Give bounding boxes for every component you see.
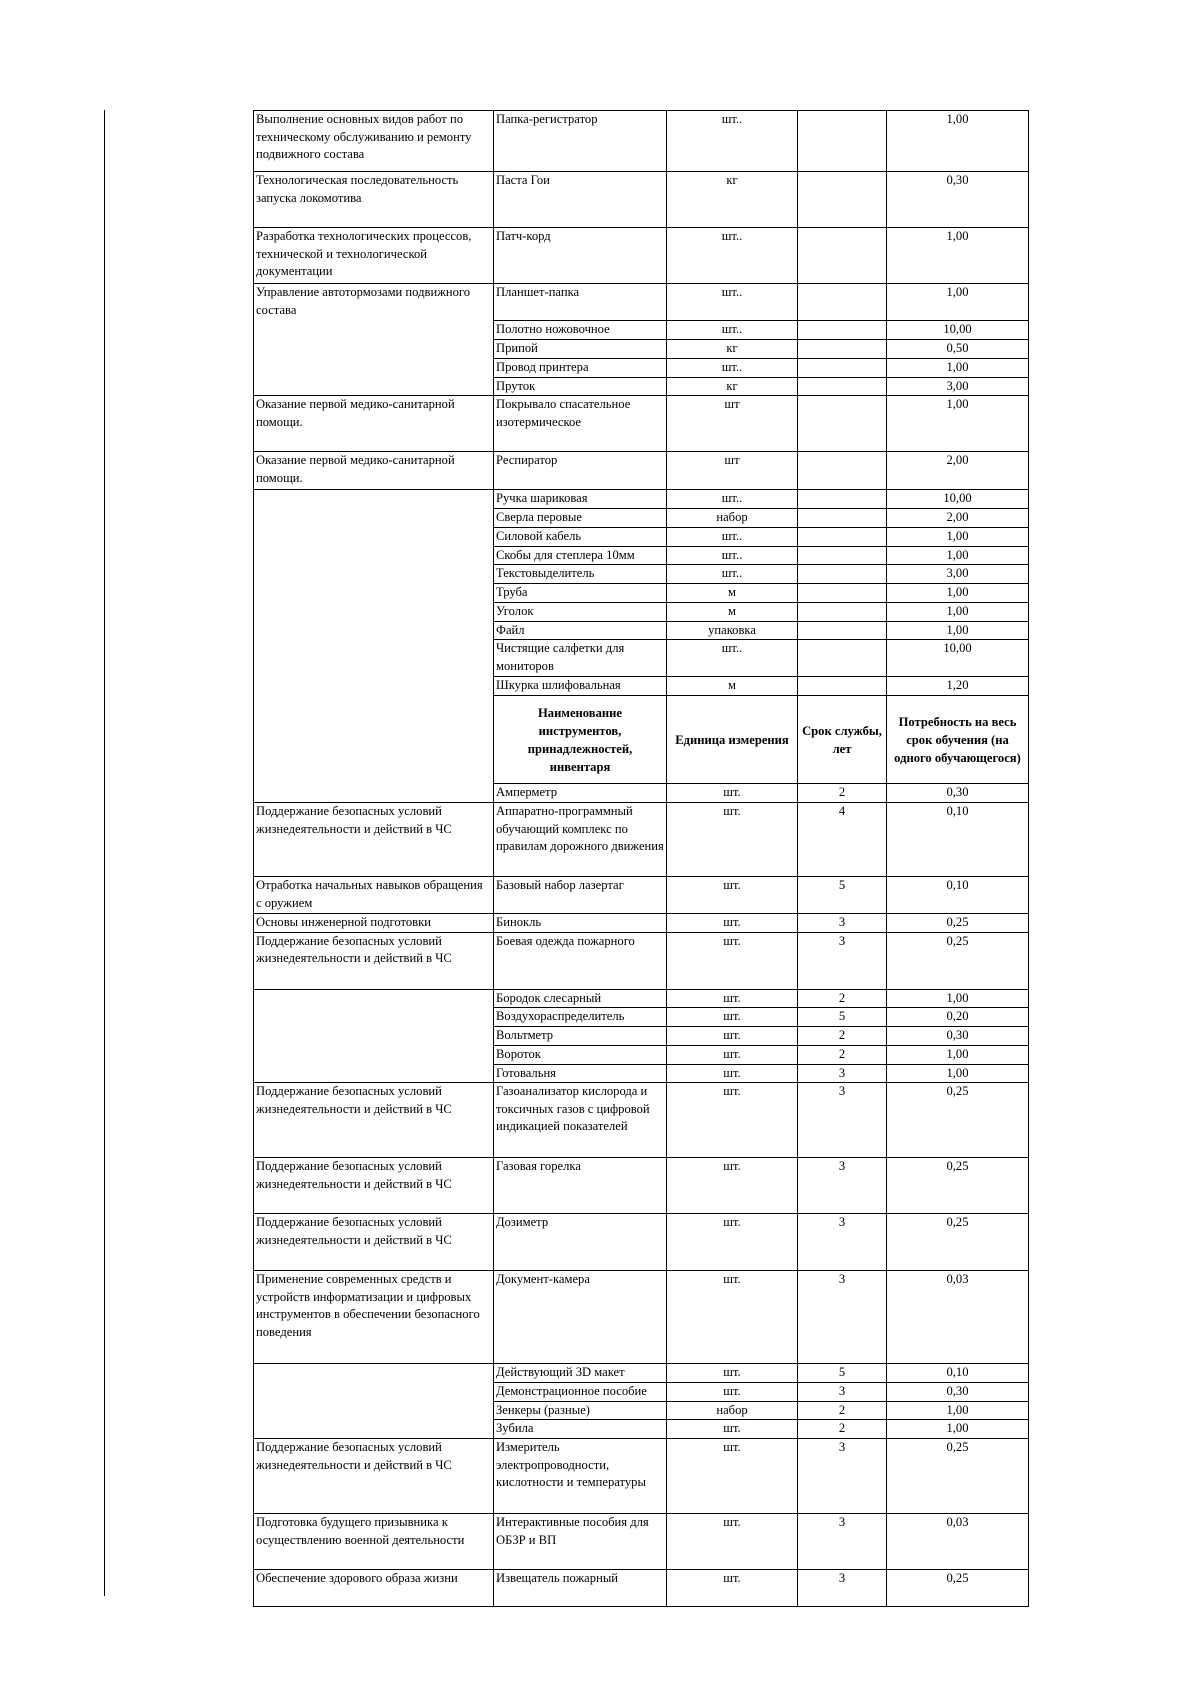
unit-cell: м bbox=[667, 584, 798, 603]
unit-cell: Единица измерения bbox=[667, 696, 798, 784]
topic-cell: Поддержание безопасных условий жизнедеятельности и действий в ЧС bbox=[254, 1214, 494, 1271]
service-life-cell bbox=[798, 546, 887, 565]
topic-cell: Управление автотормозами подвижного состава bbox=[254, 284, 494, 396]
quantity-cell: 1,20 bbox=[887, 677, 1029, 696]
unit-cell: шт. bbox=[667, 914, 798, 933]
item-name-cell: Вольтметр bbox=[494, 1027, 667, 1046]
unit-cell: шт bbox=[667, 396, 798, 452]
quantity-cell: 1,00 bbox=[887, 1045, 1029, 1064]
quantity-cell: Потребность на весь срок обучения (на одного обучающегося) bbox=[887, 696, 1029, 784]
unit-cell: шт.. bbox=[667, 565, 798, 584]
item-name-cell: Интерактивные пособия для ОБЗР и ВП bbox=[494, 1514, 667, 1570]
item-name-cell: Боевая одежда пожарного bbox=[494, 932, 667, 989]
unit-cell: кг bbox=[667, 172, 798, 228]
unit-cell: шт.. bbox=[667, 490, 798, 509]
quantity-cell: 1,00 bbox=[887, 584, 1029, 603]
unit-cell: шт. bbox=[667, 1158, 798, 1214]
item-name-cell: Документ-камера bbox=[494, 1271, 667, 1364]
quantity-cell: 0,10 bbox=[887, 803, 1029, 877]
unit-cell: шт. bbox=[667, 1271, 798, 1364]
topic-cell: Основы инженерной подготовки bbox=[254, 914, 494, 933]
item-name-cell: Припой bbox=[494, 340, 667, 359]
unit-cell: м bbox=[667, 602, 798, 621]
topic-cell: Оказание первой медико-санитарной помощи. bbox=[254, 452, 494, 490]
unit-cell: шт. bbox=[667, 1083, 798, 1158]
service-life-cell: 3 bbox=[798, 1083, 887, 1158]
item-name-cell: Папка-регистратор bbox=[494, 111, 667, 172]
table-row bbox=[254, 172, 1029, 228]
topic-cell: Поддержание безопасных условий жизнедеятельности и действий в ЧС bbox=[254, 1158, 494, 1214]
service-life-cell: 2 bbox=[798, 784, 887, 803]
service-life-cell bbox=[798, 509, 887, 528]
item-name-cell: Зубила bbox=[494, 1420, 667, 1439]
quantity-cell: 1,00 bbox=[887, 284, 1029, 321]
service-life-cell: 2 bbox=[798, 1401, 887, 1420]
service-life-cell bbox=[798, 172, 887, 228]
table-row bbox=[254, 1214, 1029, 1271]
topic-cell: Отработка начальных навыков обращения с оружием bbox=[254, 877, 494, 914]
service-life-cell bbox=[798, 452, 887, 490]
item-name-cell: Текстовыделитель bbox=[494, 565, 667, 584]
table-row bbox=[254, 1364, 1029, 1383]
quantity-cell: 0,30 bbox=[887, 1027, 1029, 1046]
item-name-cell: Пруток bbox=[494, 377, 667, 396]
equipment-table bbox=[253, 110, 1029, 1607]
service-life-cell: 3 bbox=[798, 914, 887, 933]
service-life-cell bbox=[798, 321, 887, 340]
unit-cell: шт. bbox=[667, 932, 798, 989]
table-row bbox=[254, 1514, 1029, 1570]
unit-cell: шт. bbox=[667, 1008, 798, 1027]
topic-cell: Поддержание безопасных условий жизнедеятельности и действий в ЧС bbox=[254, 803, 494, 877]
item-name-cell: Ручка шариковая bbox=[494, 490, 667, 509]
item-name-cell: Аппаратно-программный обучающий комплекс по правилам дорожного движения bbox=[494, 803, 667, 877]
quantity-cell: 0,25 bbox=[887, 1083, 1029, 1158]
table-row bbox=[254, 284, 1029, 321]
topic-cell: Технологическая последовательность запуска локомотива bbox=[254, 172, 494, 228]
item-name-cell: Скобы для степлера 10мм bbox=[494, 546, 667, 565]
unit-cell: шт.. bbox=[667, 358, 798, 377]
item-name-cell: Бинокль bbox=[494, 914, 667, 933]
item-name-cell: Действующий 3D макет bbox=[494, 1364, 667, 1383]
unit-cell: шт.. bbox=[667, 527, 798, 546]
service-life-cell: 3 bbox=[798, 1439, 887, 1514]
unit-cell: шт. bbox=[667, 1514, 798, 1570]
quantity-cell: 1,00 bbox=[887, 989, 1029, 1008]
item-name-cell: Воздухораспределитель bbox=[494, 1008, 667, 1027]
unit-cell: кг bbox=[667, 377, 798, 396]
topic-cell bbox=[254, 490, 494, 803]
equipment-table-body bbox=[254, 111, 1029, 1607]
topic-cell: Оказание первой медико-санитарной помощи. bbox=[254, 396, 494, 452]
service-life-cell: 3 bbox=[798, 1271, 887, 1364]
item-name-cell: Планшет-папка bbox=[494, 284, 667, 321]
item-name-cell: Патч-корд bbox=[494, 228, 667, 284]
service-life-cell bbox=[798, 640, 887, 677]
item-name-cell: Газоанализатор кислорода и токсичных газов с цифровой индикацией показателей bbox=[494, 1083, 667, 1158]
quantity-cell: 1,00 bbox=[887, 1064, 1029, 1083]
service-life-cell: 2 bbox=[798, 1420, 887, 1439]
topic-cell: Обеспечение здорового образа жизни bbox=[254, 1570, 494, 1607]
unit-cell: упаковка bbox=[667, 621, 798, 640]
service-life-cell: 2 bbox=[798, 1027, 887, 1046]
unit-cell: шт. bbox=[667, 877, 798, 914]
quantity-cell: 10,00 bbox=[887, 490, 1029, 509]
topic-cell: Подготовка будущего призывника к осуществлению военной деятельности bbox=[254, 1514, 494, 1570]
service-life-cell bbox=[798, 284, 887, 321]
service-life-cell bbox=[798, 377, 887, 396]
service-life-cell: 2 bbox=[798, 989, 887, 1008]
quantity-cell: 0,03 bbox=[887, 1514, 1029, 1570]
service-life-cell: 3 bbox=[798, 1064, 887, 1083]
unit-cell: шт. bbox=[667, 1439, 798, 1514]
service-life-cell bbox=[798, 111, 887, 172]
quantity-cell: 0,50 bbox=[887, 340, 1029, 359]
quantity-cell: 1,00 bbox=[887, 228, 1029, 284]
quantity-cell: 0,25 bbox=[887, 1570, 1029, 1607]
table-row bbox=[254, 228, 1029, 284]
topic-cell: Поддержание безопасных условий жизнедеятельности и действий в ЧС bbox=[254, 932, 494, 989]
quantity-cell: 0,03 bbox=[887, 1271, 1029, 1364]
quantity-cell: 1,00 bbox=[887, 602, 1029, 621]
quantity-cell: 0,25 bbox=[887, 914, 1029, 933]
unit-cell: шт. bbox=[667, 1364, 798, 1383]
unit-cell: шт bbox=[667, 452, 798, 490]
unit-cell: шт.. bbox=[667, 321, 798, 340]
service-life-cell: 5 bbox=[798, 1364, 887, 1383]
service-life-cell bbox=[798, 490, 887, 509]
unit-cell: шт. bbox=[667, 989, 798, 1008]
item-name-cell: Паста Гои bbox=[494, 172, 667, 228]
unit-cell: шт.. bbox=[667, 546, 798, 565]
unit-cell: кг bbox=[667, 340, 798, 359]
topic-cell: Применение современных средств и устройств информатизации и цифровых инструментов в обеспечении безопасного поведения bbox=[254, 1271, 494, 1364]
unit-cell: шт. bbox=[667, 1064, 798, 1083]
quantity-cell: 0,30 bbox=[887, 1382, 1029, 1401]
item-name-cell: Полотно ножовочное bbox=[494, 321, 667, 340]
quantity-cell: 0,25 bbox=[887, 1439, 1029, 1514]
item-name-cell: Провод принтера bbox=[494, 358, 667, 377]
item-name-cell: Зенкеры (разные) bbox=[494, 1401, 667, 1420]
service-life-cell bbox=[798, 228, 887, 284]
quantity-cell: 2,00 bbox=[887, 509, 1029, 528]
table-row bbox=[254, 877, 1029, 914]
unit-cell: шт. bbox=[667, 1045, 798, 1064]
quantity-cell: 1,00 bbox=[887, 621, 1029, 640]
quantity-cell: 1,00 bbox=[887, 111, 1029, 172]
service-life-cell: 3 bbox=[798, 1158, 887, 1214]
topic-cell bbox=[254, 989, 494, 1083]
service-life-cell bbox=[798, 584, 887, 603]
unit-cell: набор bbox=[667, 1401, 798, 1420]
item-name-cell: Покрывало спасательное изотермическое bbox=[494, 396, 667, 452]
table-row bbox=[254, 1570, 1029, 1607]
table-row bbox=[254, 989, 1029, 1008]
service-life-cell: 3 bbox=[798, 1570, 887, 1607]
topic-cell: Поддержание безопасных условий жизнедеятельности и действий в ЧС bbox=[254, 1083, 494, 1158]
quantity-cell: 0,30 bbox=[887, 784, 1029, 803]
service-life-cell bbox=[798, 396, 887, 452]
service-life-cell bbox=[798, 621, 887, 640]
table-row bbox=[254, 1083, 1029, 1158]
item-name-cell: Наименование инструментов, принадлежностей, инвентаря bbox=[494, 696, 667, 784]
unit-cell: шт.. bbox=[667, 284, 798, 321]
item-name-cell: Демонстрационное пособие bbox=[494, 1382, 667, 1401]
topic-cell: Разработка технологических процессов, технической и технологической документации bbox=[254, 228, 494, 284]
service-life-cell bbox=[798, 677, 887, 696]
quantity-cell: 1,00 bbox=[887, 396, 1029, 452]
item-name-cell: Базовый набор лазертаг bbox=[494, 877, 667, 914]
item-name-cell: Измеритель электропроводности, кислотности и температуры bbox=[494, 1439, 667, 1514]
quantity-cell: 1,00 bbox=[887, 546, 1029, 565]
item-name-cell: Шкурка шлифовальная bbox=[494, 677, 667, 696]
service-life-cell: 2 bbox=[798, 1045, 887, 1064]
item-name-cell: Извещатель пожарный bbox=[494, 1570, 667, 1607]
item-name-cell: Силовой кабель bbox=[494, 527, 667, 546]
item-name-cell: Сверла перовые bbox=[494, 509, 667, 528]
service-life-cell bbox=[798, 565, 887, 584]
table-row bbox=[254, 490, 1029, 509]
quantity-cell: 0,10 bbox=[887, 1364, 1029, 1383]
item-name-cell: Готовальня bbox=[494, 1064, 667, 1083]
topic-cell bbox=[254, 1364, 494, 1439]
unit-cell: шт. bbox=[667, 1214, 798, 1271]
service-life-cell: 3 bbox=[798, 1214, 887, 1271]
item-name-cell: Труба bbox=[494, 584, 667, 603]
service-life-cell: 3 bbox=[798, 1382, 887, 1401]
unit-cell: шт. bbox=[667, 1027, 798, 1046]
item-name-cell: Дозиметр bbox=[494, 1214, 667, 1271]
quantity-cell: 0,20 bbox=[887, 1008, 1029, 1027]
table-row bbox=[254, 914, 1029, 933]
unit-cell: м bbox=[667, 677, 798, 696]
item-name-cell: Файл bbox=[494, 621, 667, 640]
quantity-cell: 10,00 bbox=[887, 640, 1029, 677]
service-life-cell bbox=[798, 340, 887, 359]
quantity-cell: 0,25 bbox=[887, 1158, 1029, 1214]
unit-cell: шт. bbox=[667, 803, 798, 877]
quantity-cell: 1,00 bbox=[887, 358, 1029, 377]
unit-cell: шт. bbox=[667, 1420, 798, 1439]
left-margin-line bbox=[104, 110, 105, 1596]
item-name-cell: Респиратор bbox=[494, 452, 667, 490]
item-name-cell: Амперметр bbox=[494, 784, 667, 803]
service-life-cell: 3 bbox=[798, 1514, 887, 1570]
unit-cell: шт. bbox=[667, 1570, 798, 1607]
quantity-cell: 0,10 bbox=[887, 877, 1029, 914]
unit-cell: шт.. bbox=[667, 111, 798, 172]
table-row bbox=[254, 452, 1029, 490]
table-row bbox=[254, 803, 1029, 877]
quantity-cell: 1,00 bbox=[887, 527, 1029, 546]
table-row bbox=[254, 396, 1029, 452]
quantity-cell: 0,25 bbox=[887, 1214, 1029, 1271]
service-life-cell bbox=[798, 527, 887, 546]
table-row bbox=[254, 1439, 1029, 1514]
quantity-cell: 0,30 bbox=[887, 172, 1029, 228]
unit-cell: шт. bbox=[667, 1382, 798, 1401]
unit-cell: шт.. bbox=[667, 228, 798, 284]
quantity-cell: 0,25 bbox=[887, 932, 1029, 989]
item-name-cell: Уголок bbox=[494, 602, 667, 621]
service-life-cell: 5 bbox=[798, 1008, 887, 1027]
service-life-cell: 4 bbox=[798, 803, 887, 877]
service-life-cell bbox=[798, 602, 887, 621]
unit-cell: шт.. bbox=[667, 640, 798, 677]
item-name-cell: Чистящие салфетки для мониторов bbox=[494, 640, 667, 677]
quantity-cell: 10,00 bbox=[887, 321, 1029, 340]
table-row bbox=[254, 1271, 1029, 1364]
topic-cell: Выполнение основных видов работ по техническому обслуживанию и ремонту подвижного состава bbox=[254, 111, 494, 172]
service-life-cell: Срок службы, лет bbox=[798, 696, 887, 784]
unit-cell: шт. bbox=[667, 784, 798, 803]
table-row bbox=[254, 932, 1029, 989]
table-row bbox=[254, 111, 1029, 172]
item-name-cell: Бородок слесарный bbox=[494, 989, 667, 1008]
service-life-cell bbox=[798, 358, 887, 377]
service-life-cell: 3 bbox=[798, 932, 887, 989]
quantity-cell: 2,00 bbox=[887, 452, 1029, 490]
quantity-cell: 3,00 bbox=[887, 377, 1029, 396]
quantity-cell: 1,00 bbox=[887, 1420, 1029, 1439]
item-name-cell: Газовая горелка bbox=[494, 1158, 667, 1214]
service-life-cell: 5 bbox=[798, 877, 887, 914]
unit-cell: набор bbox=[667, 509, 798, 528]
item-name-cell: Вороток bbox=[494, 1045, 667, 1064]
table-row bbox=[254, 1158, 1029, 1214]
quantity-cell: 3,00 bbox=[887, 565, 1029, 584]
topic-cell: Поддержание безопасных условий жизнедеятельности и действий в ЧС bbox=[254, 1439, 494, 1514]
quantity-cell: 1,00 bbox=[887, 1401, 1029, 1420]
